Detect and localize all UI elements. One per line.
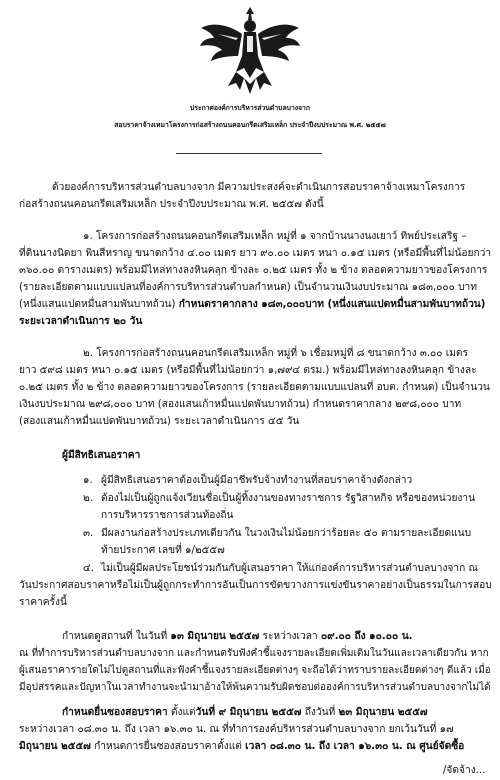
eligibility-item-text: ผู้มีสิทธิเสนอราคาต้องเป็นผู้มีอาชีพรับจ้างทำงานที่สอบราคาจ้างดังกล่าว [101,475,413,486]
eligibility-item-number: ๒. [83,493,93,504]
eligibility-item-text: ต้องไม่เป็นผู้ถูกแจ้งเวียนชื่อเป็นผู้ทิ้งงานของทางราชการ รัฐวิสาหกิจ หรือของหน่วยงาน [101,493,476,504]
eligibility-item-number: ๑. [83,475,93,486]
title-divider [176,153,322,154]
announcement-title: ประกาศองค์การบริหารส่วนตำบลบางจาก [190,104,310,112]
eligibility-item-number: ๓. [83,528,94,539]
announcement-subtitle: สอบราคาจ้างเหมาโครงการก่อสร้างถนนคอนกรีตเสริมเหล็ก ประจำปีงบประมาณ พ.ศ. ๒๕๕๗ [114,121,386,129]
project2-line-3: ๐.๒๕ เมตร ทั้ง ๒ ข้าง ตลอดความยาวของโครงการ (รายละเอียดตามแบบแปลนที่ อบต. กำหนด) เป็นจำนวน [19,382,490,393]
project2-line-4: เงินงบประมาณ ๒๙๘,๐๐๐ บาท (สองแสนเก้าหมื่นแปดพันบาทถ้วน) กำหนดราคากลาง ๒๙๘,๐๐๐ บาท [19,399,462,410]
submission-line-2: ระหว่างเวลา ๐๘.๓๐ น. ถึง เวลา ๑๖.๓๐ น. ณ ที่ทำการองค์บริหารส่วนตำบลบางจาก ยกเว้นวันที่ ๑๗ [19,724,454,735]
eligibility-heading: ผู้มีสิทธิเสนอราคา [62,450,141,461]
site-visit-line-2: ณ ที่ทำการบริหารส่วนตำบลบางจาก และกำหนดรับฟังคำชี้แจงรายละเอียดเพิ่มเติมในวันและเวลาเดียวกัน หาก [19,648,489,659]
submission-heading: กำหนดยื่นซองสอบราคา [62,707,168,718]
continued-marker: /จัดจ้าง... [443,765,486,776]
submission-line-3: มิถุนายน ๒๕๕๗ กำหนดการยื่นซองสอบราคาตั้งแต่ เวลา ๐๘.๓๐ น. ถึง เวลา ๑๖.๓๐ น. ณ ศูนย์จัดซื้อ [19,741,465,752]
project1-line-1: ๑. โครงการก่อสร้างถนนคอนกรีตเสริมเหล็ก หมู่ที่ ๑ จากบ้านนางนงเยาว์ ทิพย์ประเสริฐ – [83,231,467,242]
project1-duration: ระยะเวลาดำเนินการ ๒๐ วัน [19,316,143,327]
eligibility-item-text: การบริหารราชการส่วนท้องถิ่น [101,510,234,521]
eligibility-item4-continued: วันประกาศสอบราคาหรือไม่เป็นผู้ถูกกระทำการอันเป็นการขัดขวางการแข่งขันราคาอย่างเป็นธรรมในการสอบ [19,580,492,591]
project2-line-5: (สองแสนเก้าหมื่นแปดพันบาทถ้วน) ระยะเวลาดำเนินการ ๔๕ วัน [19,416,300,427]
site-visit-time: ๐๙.๐๐ ถึง ๑๐.๐๐ น. [320,631,413,642]
intro-line-2: ก่อสร้างถนนคอนกรีตเสริมเหล็ก ประจำปีงบประมาณ พ.ศ. ๒๕๕๗ ดังนี้ [19,199,324,210]
eligibility-item-number: ๔. [83,563,94,574]
submission-line-1: กำหนดยื่นซองสอบราคา ตั้งแต่วันที่ ๙ มิถุนายน ๒๕๕๗ ถึงวันที่ ๒๓ มิถุนายน ๒๕๕๗ [62,707,428,718]
project1-line-3: ๓๖๐.๐๐ ตารางเมตร) พร้อมมีไหล่ทางลงหินคลุก ข้างละ ๐.๒๕ เมตร ทั้ง ๒ ข้าง ตลอดความยาวของโครงการ [19,265,488,276]
site-visit-date: ๑๓ มิถุนายน ๒๕๕๗ [170,631,260,642]
project1-line-5 [19,298,485,312]
eligibility-item-text: ท้ายประกาศ เลขที่ ๑/๒๕๕๗ [101,545,225,556]
project1-amount-words: (หนึ่งแสนแปดหมื่นสามพันบาทถ้วน) [19,299,179,310]
project1-line-4: (รายละเอียดตามแบบแปลนที่องค์การบริหารส่วนตำบลกำหนด) เป็นจำนวนเงินงบประมาณ ๑๘๓,๐๐๐ บาท [19,282,477,293]
site-visit-line-1: กำหนดดูสถานที่ ในวันที่ ๑๓ มิถุนายน ๒๕๕๗ ระหว่างเวลา ๐๙.๐๐ ถึง ๑๐.๐๐ น. [62,631,413,642]
eligibility-item-text: ไม่เป็นผู้มีผลประโยชน์ร่วมกันกับผู้เสนอราคา ให้แก่องค์การบริหารส่วนตำบลบางจาก ณ [101,563,478,574]
site-visit-line-3: ผู้เสนอราคารายใดไม่ไปดูสถานที่และฟังคำชี้แจงรายละเอียดต่างๆ จะถือได้ว่าทราบรายละเอียดต่างๆ ดีแล้ว เมื่อ [19,665,491,676]
intro-line-1: ด้วยองค์การบริหารส่วนตำบลบางจาก มีความประสงค์จะดำเนินการสอบราคาจ้างเหมาโครงการ [52,182,466,193]
eligibility-item4-continued: ราคาครั้งนี้ [19,597,67,608]
project1-line-2: ที่ดินนางนิดยา พินสีหราญ ขนาดกว้าง ๔.๐๐ เมตร ยาว ๙๐.๐๐ เมตร หนา ๐.๑๕ เมตร (หรือมีพื้นที่ไม่น้อยกว่า [19,248,492,259]
eligibility-item-text: มีผลงานก่อสร้างประเภทเดียวกัน ในวงเงินไม่น้อยกว่าร้อยละ ๕๐ ตามรายละเอียดแนบ [101,528,472,539]
submission-start-date: วันที่ ๙ มิถุนายน ๒๕๕๗ [195,707,302,718]
project2-line-1: ๒. โครงการก่อสร้างถนนคอนกรีตเสริมเหล็ก หมู่ที่ ๖ เชื่อมหมู่ที่ ๘ ขนาดกว้าง ๓.๐๐ เมตร [83,348,468,359]
site-visit-line-4: มีอุปสรรคและปัญหาในเวลาทำงานจะนำมาอ้างให้พ้นความรับผิดชอบต่อองค์การบริหารส่วนตำบลบางจากไม่ได้ [19,682,491,693]
project1-median-price: กำหนดราคากลาง ๑๘๓,๐๐๐บาท (หนึ่งแสนแปดหมื่นสามพันบาทถ้วน) [178,299,486,310]
submission-end-date: ๒๓ มิถุนายน ๒๕๕๗ [338,707,428,718]
garuda-emblem-icon [198,4,302,96]
project2-line-2: ยาว ๕๙๘ เมตร หนา ๐.๑๕ เมตร (หรือมีพื้นที่ไม่น้อยกว่า ๑,๗๙๔ ตรม.) พร้อมมีไหล่ทางลงหินคลุก ข้างละ [19,365,477,376]
